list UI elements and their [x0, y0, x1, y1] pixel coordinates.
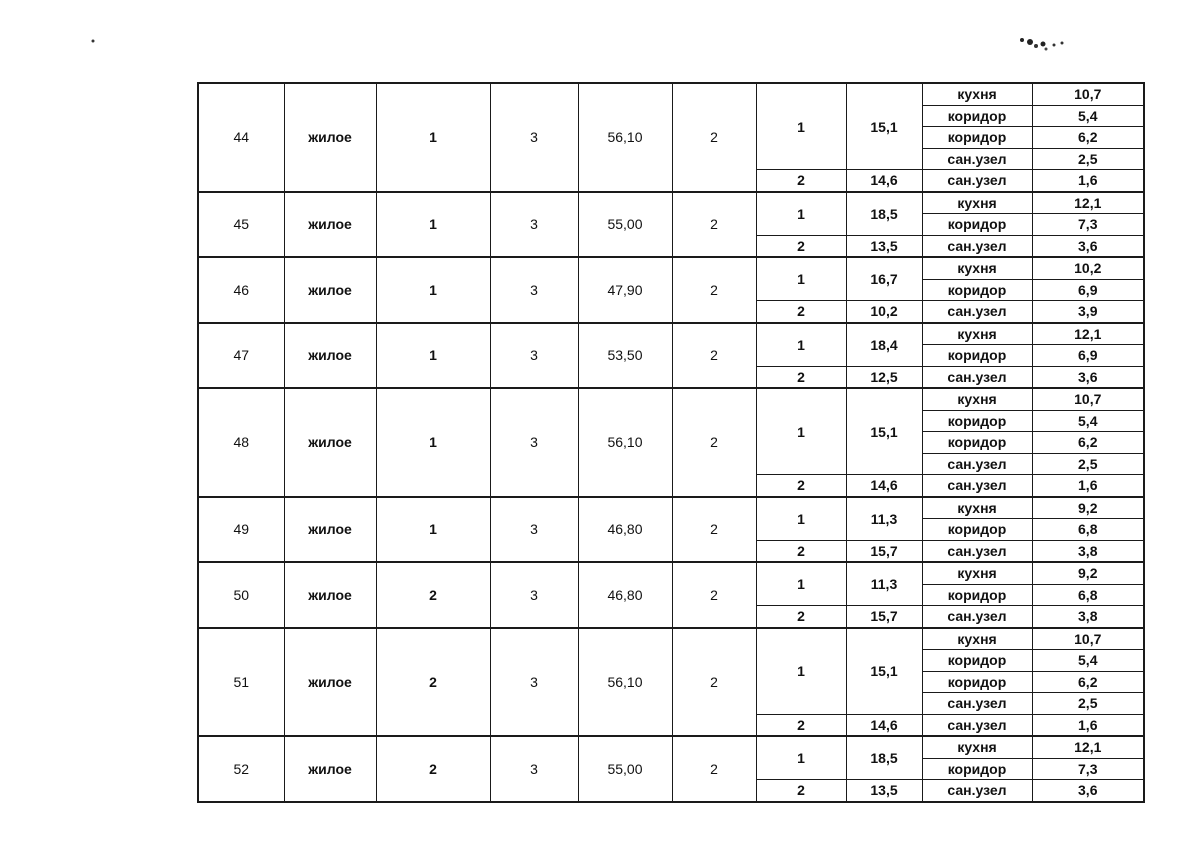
premise-col6: 2 — [672, 192, 756, 258]
auxiliary-room-name: коридор — [922, 410, 1032, 432]
premise-number: 47 — [198, 323, 284, 389]
premise-area: 55,00 — [578, 736, 672, 802]
premise-area: 46,80 — [578, 497, 672, 563]
premise-kind: жилое — [284, 562, 376, 628]
auxiliary-room-name: сан.узел — [922, 606, 1032, 628]
room-number: 2 — [756, 540, 846, 562]
auxiliary-room-area: 2,5 — [1032, 148, 1144, 170]
auxiliary-room-area: 6,8 — [1032, 519, 1144, 541]
premise-kind: жилое — [284, 497, 376, 563]
room-number: 2 — [756, 606, 846, 628]
auxiliary-room-name: кухня — [922, 83, 1032, 105]
table-row — [198, 628, 1144, 650]
premise-number: 48 — [198, 388, 284, 497]
auxiliary-room-area: 6,9 — [1032, 345, 1144, 367]
auxiliary-room-name: кухня — [922, 628, 1032, 650]
auxiliary-room-area: 9,2 — [1032, 497, 1144, 519]
premise-col6: 2 — [672, 497, 756, 563]
table-row — [198, 323, 1144, 345]
auxiliary-room-name: коридор — [922, 127, 1032, 149]
auxiliary-room-area: 2,5 — [1032, 693, 1144, 715]
premise-area: 55,00 — [578, 192, 672, 258]
premise-col3: 1 — [376, 192, 490, 258]
room-number: 1 — [756, 388, 846, 475]
premise-kind: жилое — [284, 628, 376, 737]
premise-number: 50 — [198, 562, 284, 628]
auxiliary-room-area: 2,5 — [1032, 453, 1144, 475]
premise-col4: 3 — [490, 497, 578, 563]
auxiliary-room-area: 3,8 — [1032, 540, 1144, 562]
scan-specks — [1010, 30, 1090, 60]
auxiliary-room-area: 3,6 — [1032, 235, 1144, 257]
auxiliary-room-area: 12,1 — [1032, 323, 1144, 345]
room-area: 15,1 — [846, 628, 922, 715]
premise-kind: жилое — [284, 323, 376, 389]
table-row — [198, 736, 1144, 758]
premise-kind: жилое — [284, 83, 376, 192]
auxiliary-room-name: коридор — [922, 105, 1032, 127]
premise-col6: 2 — [672, 323, 756, 389]
auxiliary-room-name: коридор — [922, 519, 1032, 541]
auxiliary-room-name: сан.узел — [922, 170, 1032, 192]
auxiliary-room-area: 5,4 — [1032, 650, 1144, 672]
auxiliary-room-name: коридор — [922, 758, 1032, 780]
premise-number: 44 — [198, 83, 284, 192]
auxiliary-room-name: коридор — [922, 671, 1032, 693]
auxiliary-room-name: кухня — [922, 257, 1032, 279]
room-area: 18,5 — [846, 736, 922, 780]
room-number: 1 — [756, 736, 846, 780]
premise-col6: 2 — [672, 388, 756, 497]
room-number: 2 — [756, 475, 846, 497]
room-number: 1 — [756, 628, 846, 715]
auxiliary-room-area: 3,6 — [1032, 366, 1144, 388]
premise-number: 46 — [198, 257, 284, 323]
scan-speck — [90, 38, 96, 44]
room-number: 2 — [756, 714, 846, 736]
premise-col4: 3 — [490, 83, 578, 192]
auxiliary-room-area: 3,6 — [1032, 780, 1144, 802]
room-area: 11,3 — [846, 562, 922, 606]
auxiliary-room-name: кухня — [922, 388, 1032, 410]
premise-area: 56,10 — [578, 83, 672, 192]
auxiliary-room-area: 6,2 — [1032, 671, 1144, 693]
auxiliary-room-area: 12,1 — [1032, 192, 1144, 214]
auxiliary-room-area: 6,9 — [1032, 279, 1144, 301]
auxiliary-room-area: 10,2 — [1032, 257, 1144, 279]
auxiliary-room-area: 5,4 — [1032, 105, 1144, 127]
room-area: 15,1 — [846, 83, 922, 170]
auxiliary-room-name: кухня — [922, 497, 1032, 519]
auxiliary-room-name: кухня — [922, 562, 1032, 584]
premise-area: 56,10 — [578, 628, 672, 737]
auxiliary-room-area: 10,7 — [1032, 83, 1144, 105]
room-number: 2 — [756, 170, 846, 192]
room-area: 14,6 — [846, 170, 922, 192]
premise-number: 52 — [198, 736, 284, 802]
room-area: 15,7 — [846, 540, 922, 562]
premise-col6: 2 — [672, 562, 756, 628]
room-area: 16,7 — [846, 257, 922, 301]
auxiliary-room-area: 6,2 — [1032, 432, 1144, 454]
table-row — [198, 388, 1144, 410]
room-number: 2 — [756, 235, 846, 257]
room-number: 1 — [756, 323, 846, 367]
auxiliary-room-area: 9,2 — [1032, 562, 1144, 584]
auxiliary-room-name: коридор — [922, 650, 1032, 672]
room-area: 15,1 — [846, 388, 922, 475]
auxiliary-room-name: сан.узел — [922, 693, 1032, 715]
premise-col4: 3 — [490, 388, 578, 497]
auxiliary-room-name: сан.узел — [922, 301, 1032, 323]
premise-col4: 3 — [490, 562, 578, 628]
auxiliary-room-area: 1,6 — [1032, 475, 1144, 497]
auxiliary-room-name: сан.узел — [922, 780, 1032, 802]
premise-area: 53,50 — [578, 323, 672, 389]
premise-col6: 2 — [672, 83, 756, 192]
premise-col3: 1 — [376, 83, 490, 192]
auxiliary-room-name: сан.узел — [922, 366, 1032, 388]
auxiliary-room-name: коридор — [922, 432, 1032, 454]
premise-kind: жилое — [284, 192, 376, 258]
premises-table — [197, 82, 1145, 803]
premise-col3: 2 — [376, 736, 490, 802]
auxiliary-room-name: кухня — [922, 323, 1032, 345]
premise-col6: 2 — [672, 628, 756, 737]
room-area: 11,3 — [846, 497, 922, 541]
auxiliary-room-area: 7,3 — [1032, 758, 1144, 780]
premise-area: 46,80 — [578, 562, 672, 628]
premise-col4: 3 — [490, 323, 578, 389]
auxiliary-room-name: сан.узел — [922, 475, 1032, 497]
room-number: 1 — [756, 83, 846, 170]
table-row — [198, 562, 1144, 584]
premise-col4: 3 — [490, 628, 578, 737]
table-row — [198, 257, 1144, 279]
room-number: 2 — [756, 301, 846, 323]
premise-col4: 3 — [490, 736, 578, 802]
auxiliary-room-area: 1,6 — [1032, 714, 1144, 736]
premise-number: 49 — [198, 497, 284, 563]
premise-col3: 2 — [376, 628, 490, 737]
auxiliary-room-area: 6,2 — [1032, 127, 1144, 149]
auxiliary-room-area: 3,9 — [1032, 301, 1144, 323]
room-number: 1 — [756, 257, 846, 301]
auxiliary-room-area: 3,8 — [1032, 606, 1144, 628]
premise-col3: 2 — [376, 562, 490, 628]
room-area: 14,6 — [846, 714, 922, 736]
room-area: 18,4 — [846, 323, 922, 367]
auxiliary-room-name: сан.узел — [922, 714, 1032, 736]
room-area: 12,5 — [846, 366, 922, 388]
room-number: 2 — [756, 366, 846, 388]
premise-col6: 2 — [672, 257, 756, 323]
auxiliary-room-name: коридор — [922, 345, 1032, 367]
auxiliary-room-area: 7,3 — [1032, 214, 1144, 236]
premise-col3: 1 — [376, 257, 490, 323]
premise-col6: 2 — [672, 736, 756, 802]
room-area: 13,5 — [846, 780, 922, 802]
room-area: 13,5 — [846, 235, 922, 257]
room-number: 1 — [756, 497, 846, 541]
auxiliary-room-name: кухня — [922, 736, 1032, 758]
premise-kind: жилое — [284, 388, 376, 497]
room-area: 15,7 — [846, 606, 922, 628]
premise-kind: жилое — [284, 257, 376, 323]
premise-number: 51 — [198, 628, 284, 737]
premise-col3: 1 — [376, 323, 490, 389]
auxiliary-room-area: 1,6 — [1032, 170, 1144, 192]
table-row — [198, 83, 1144, 105]
premise-area: 47,90 — [578, 257, 672, 323]
room-number: 1 — [756, 562, 846, 606]
auxiliary-room-area: 12,1 — [1032, 736, 1144, 758]
auxiliary-room-area: 10,7 — [1032, 388, 1144, 410]
auxiliary-room-name: кухня — [922, 192, 1032, 214]
auxiliary-room-name: сан.узел — [922, 148, 1032, 170]
table-row — [198, 192, 1144, 214]
auxiliary-room-name: сан.узел — [922, 235, 1032, 257]
auxiliary-room-area: 10,7 — [1032, 628, 1144, 650]
premise-col4: 3 — [490, 257, 578, 323]
premise-area: 56,10 — [578, 388, 672, 497]
auxiliary-room-name: сан.узел — [922, 453, 1032, 475]
table-row — [198, 497, 1144, 519]
auxiliary-room-area: 6,8 — [1032, 584, 1144, 606]
auxiliary-room-name: сан.узел — [922, 540, 1032, 562]
premise-col3: 1 — [376, 497, 490, 563]
auxiliary-room-area: 5,4 — [1032, 410, 1144, 432]
room-area: 18,5 — [846, 192, 922, 236]
room-number: 2 — [756, 780, 846, 802]
room-area: 14,6 — [846, 475, 922, 497]
room-area: 10,2 — [846, 301, 922, 323]
auxiliary-room-name: коридор — [922, 584, 1032, 606]
premise-number: 45 — [198, 192, 284, 258]
premises-table-body — [198, 83, 1144, 802]
auxiliary-room-name: коридор — [922, 214, 1032, 236]
premise-col3: 1 — [376, 388, 490, 497]
premise-col4: 3 — [490, 192, 578, 258]
premise-kind: жилое — [284, 736, 376, 802]
room-number: 1 — [756, 192, 846, 236]
auxiliary-room-name: коридор — [922, 279, 1032, 301]
